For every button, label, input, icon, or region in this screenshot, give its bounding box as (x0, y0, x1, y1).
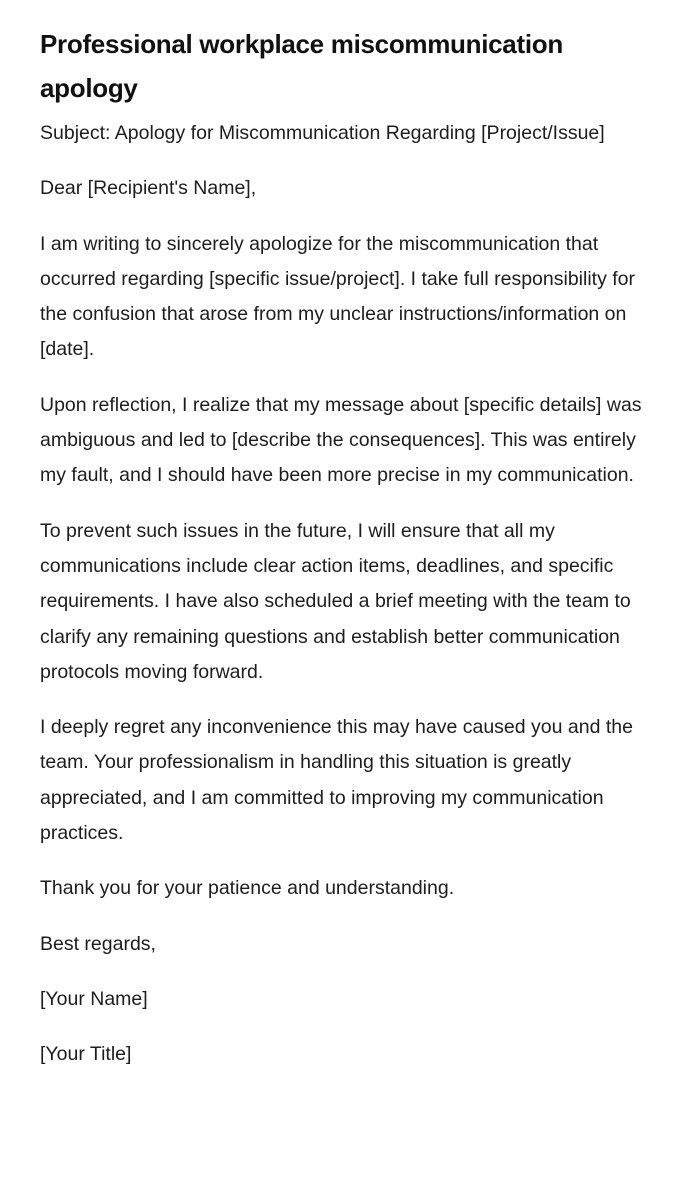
salutation: Dear [Recipient's Name], (40, 177, 257, 200)
signature-title: [Your Title] (40, 1043, 132, 1066)
closing-thanks: Thank you for your patience and understanding. (40, 877, 455, 900)
subject-line: Subject: Apology for Miscommunication Regarding [Project/Issue] (40, 122, 605, 144)
body-paragraph-apology: I am writing to sincerely apologize for the miscommunication that occurred regarding [specific issue/project]. I take full responsibility for the confusion that arose from my unclear instructions/information on [date]. (40, 232, 636, 361)
body-paragraph-prevention: To prevent such issues in the future, I will ensure that all my communications include clear action items, deadlines, and specific requirements. I have also scheduled a brief meeting with the team to clarify any remaining questions and establish better communication protocols moving forward. (40, 519, 631, 683)
signature-name: [Your Name] (40, 987, 148, 1010)
body-paragraph-regret: I deeply regret any inconvenience this may have caused you and the team. Your professionalism in handling this situation is greatly appreciated, and I am committed to improving my communication practices. (40, 716, 633, 845)
document-title: Professional workplace miscommunication apology (40, 29, 563, 103)
body-paragraph-reflection: Upon reflection, I realize that my message about [specific details] was ambiguous and led to [describe the consequences]. This was entirely my fault, and I should have been more precise in my communication. (40, 393, 642, 487)
sign-off: Best regards, (40, 932, 156, 955)
